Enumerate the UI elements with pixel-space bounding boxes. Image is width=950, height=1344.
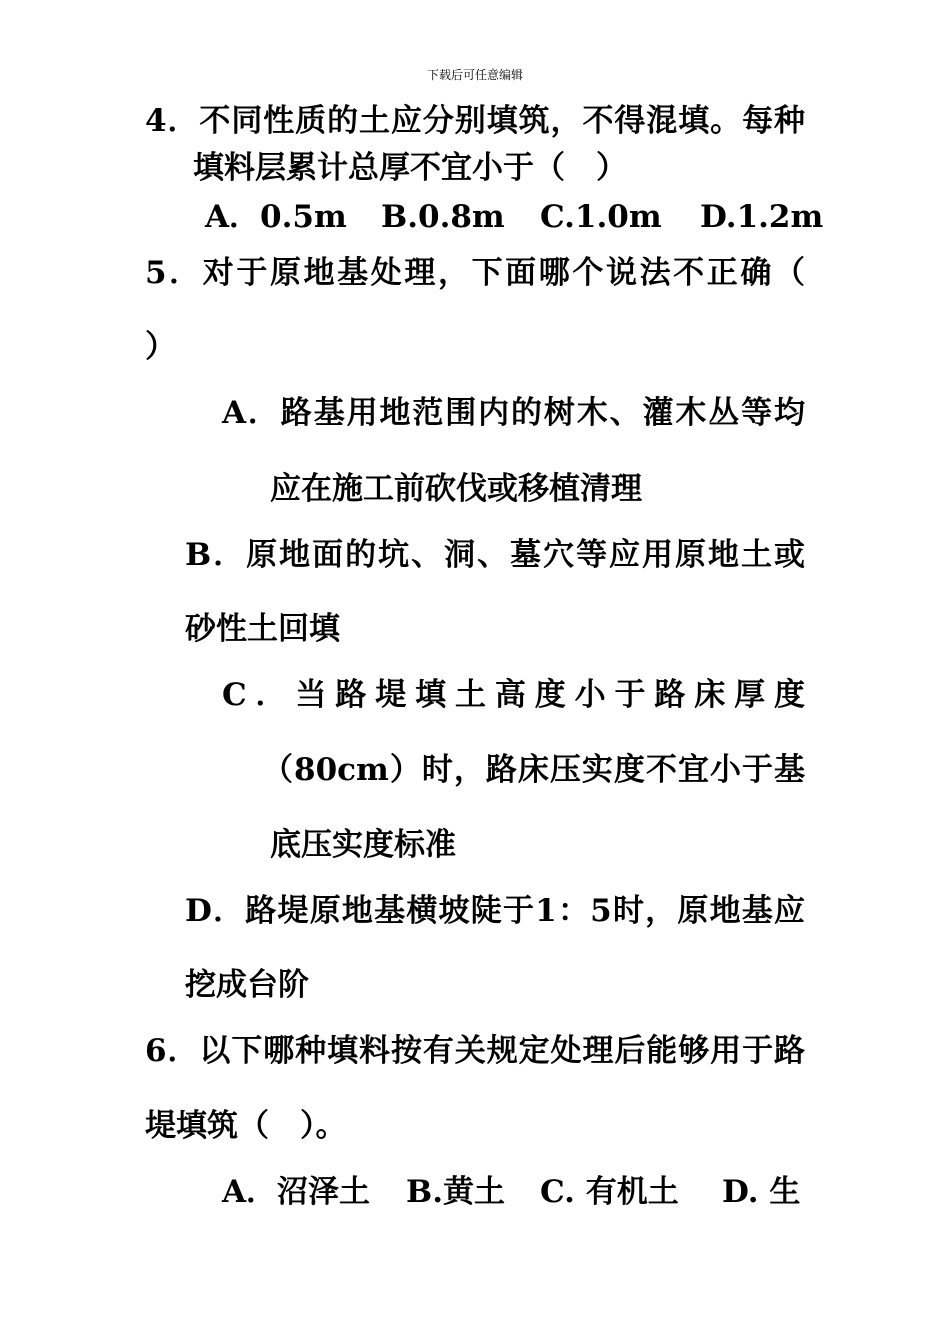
q4-stem-line1: 4．不同性质的土应分别填筑，不得混填。每种 <box>145 103 805 139</box>
q6-options <box>0 1172 950 1212</box>
q4-option-c: C.1.0m <box>540 199 662 235</box>
q5-option-c-line1: C．当路堤填土高度小于路床厚度 <box>222 677 805 713</box>
page-header: 下载后可任意编辑 <box>426 68 523 82</box>
q4-option-a: A．0.5m <box>205 199 347 235</box>
q6-stem-line2: 堤填筑（ ）。 <box>145 1108 347 1144</box>
q6-stem-line1: 6．以下哪种填料按有关规定处理后能够用于路 <box>145 1033 805 1069</box>
q5-option-b-line2: 砂性土回填 <box>185 611 340 647</box>
q5-option-a-line2: 应在施工前砍伐或移植清理 <box>270 471 642 507</box>
q6-option-b: B.黄土 <box>406 1174 505 1210</box>
q6-option-d: D. 生 <box>722 1174 801 1210</box>
q5-stem-line2: ） <box>145 329 176 365</box>
q5-option-c-line3: 底压实度标准 <box>270 827 456 863</box>
q4-option-d: D.1.2m <box>700 199 824 235</box>
q5-option-c-line2: （80cm）时，路床压实度不宜小于基 <box>262 752 805 788</box>
q4-options <box>0 197 950 237</box>
q6-option-a: A．沼泽土 <box>222 1174 371 1210</box>
q5-option-a-line1: A．路基用地范围内的树木、灌木丛等均 <box>222 395 805 431</box>
q4-stem-line2: 填料层累计总厚不宜小于（ ） <box>193 150 627 186</box>
q4-option-b: B.0.8m <box>381 199 505 235</box>
q5-stem-line1: 5．对于原地基处理，下面哪个说法不正确（ <box>145 255 805 291</box>
q5-option-b-line1: B．原地面的坑、洞、墓穴等应用原地土或 <box>185 537 805 573</box>
q5-option-d-line1: D．路堤原地基横坡陡于1：5时，原地基应 <box>185 893 805 929</box>
q5-option-d-line2: 挖成台阶 <box>185 967 309 1003</box>
q6-option-c: C. 有机土 <box>540 1174 679 1210</box>
